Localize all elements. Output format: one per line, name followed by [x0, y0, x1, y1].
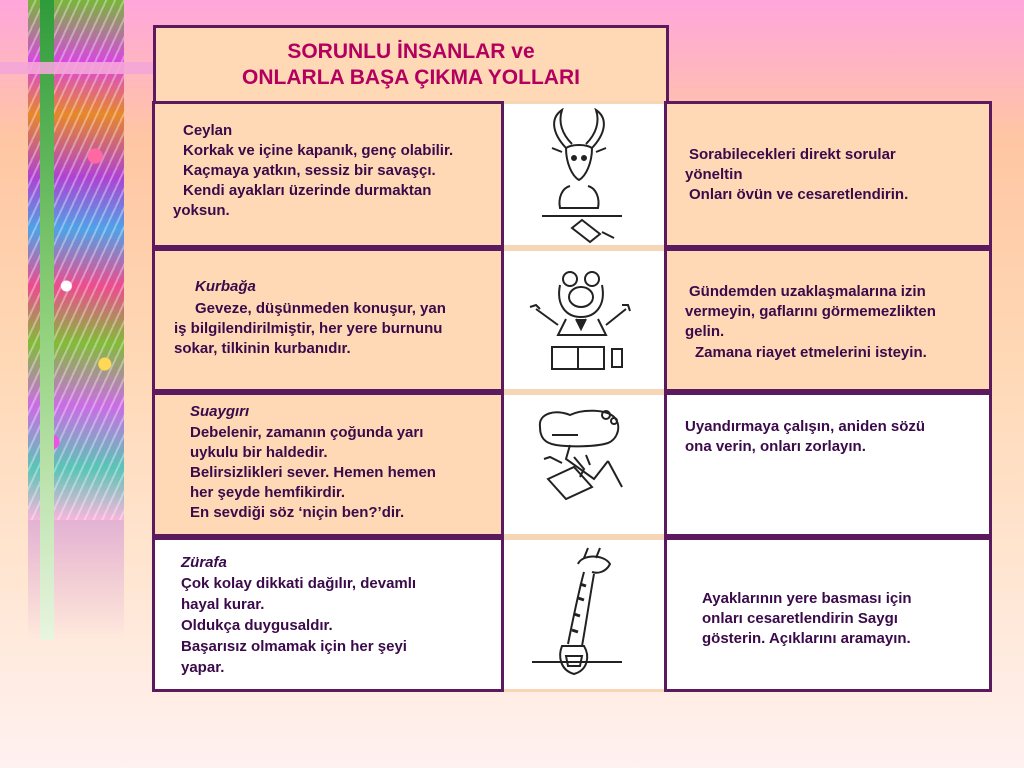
advice-cell	[664, 537, 992, 692]
table-row	[152, 248, 992, 392]
description-line: uykulu bir haldedir.	[190, 444, 328, 461]
advice-line: Uyandırmaya çalışın, aniden sözü	[685, 418, 926, 435]
table-row	[152, 101, 992, 248]
description-line: Korkak ve içine kapanık, genç olabilir.	[183, 142, 454, 159]
description-line: Kaçmaya yatkın, sessiz bir savaşçı.	[183, 162, 436, 179]
description-line: hayal kurar.	[181, 596, 265, 613]
description-cell	[152, 248, 504, 392]
description-line: Geveze, düşünmeden konuşur, yan	[195, 300, 446, 317]
advice-line: gelin.	[685, 323, 725, 340]
advice-line: onları cesaretlendirin Saygı	[702, 610, 898, 627]
description-line: En sevdiği söz ‘niçin ben?’dir.	[190, 504, 405, 521]
advice-line: ona verin, onları zorlayın.	[685, 438, 866, 455]
gazelle-icon	[522, 108, 642, 244]
description-cell	[152, 392, 504, 537]
picture-cell	[504, 392, 664, 537]
advice-line: Ayaklarının yere basması için	[702, 590, 912, 607]
animal-name: Suaygırı	[190, 403, 250, 420]
advice-line: yöneltin	[685, 166, 743, 183]
description-line: sokar, tilkinin kurbanıdır.	[174, 340, 351, 357]
advice-line: vermeyin, gaflarını görmemezlikten	[685, 303, 936, 320]
advice-line: Onları övün ve cesaretlendirin.	[689, 186, 909, 203]
animal-name: Zürafa	[181, 554, 227, 571]
advice-line: Gündemden uzaklaşmalarına izin	[689, 283, 926, 300]
description-line: Çok kolay dikkati dağılır, devamlı	[181, 575, 417, 592]
advice-line: Zamana riayet etmelerini isteyin.	[695, 344, 927, 361]
title-line-2: ONLARLA BAŞA ÇIKMA YOLLARI	[242, 66, 580, 89]
page-title	[153, 25, 669, 105]
advice-cell	[664, 248, 992, 392]
picture-cell	[504, 101, 664, 248]
green-vertical-bar	[40, 0, 54, 640]
description-line: Kendi ayakları üzerinde durmaktan	[183, 182, 432, 199]
animal-name: Kurbağa	[195, 278, 256, 295]
table-row	[152, 392, 992, 537]
advice-line: gösterin. Açıklarını aramayın.	[702, 630, 911, 647]
description-line: Başarısız olmamak için her şeyi	[181, 638, 407, 655]
animal-name: Ceylan	[183, 122, 233, 139]
advice-line: Sorabilecekleri direkt sorular	[689, 146, 896, 163]
description-line: Debelenir, zamanın çoğunda yarı	[190, 424, 424, 441]
giraffe-icon	[522, 544, 642, 690]
description-line: yoksun.	[173, 202, 230, 219]
table-row	[152, 537, 992, 692]
frog-icon	[522, 255, 642, 389]
description-line: Belirsizlikleri sever. Hemen hemen	[190, 464, 436, 481]
description-line: iş bilgilendirilmiştir, her yere burnunu	[174, 320, 443, 337]
advice-cell	[664, 101, 992, 248]
title-line-1: SORUNLU İNSANLAR ve	[287, 40, 535, 63]
picture-cell	[504, 537, 664, 692]
description-line: yapar.	[181, 659, 225, 676]
description-line: Oldukça duygusaldır.	[181, 617, 333, 634]
advice-cell	[664, 392, 992, 537]
picture-cell	[504, 248, 664, 392]
hippo-icon	[522, 399, 642, 533]
description-cell	[152, 101, 504, 248]
description-cell	[152, 537, 504, 692]
description-line: her şeyde hemfikirdir.	[190, 484, 346, 501]
